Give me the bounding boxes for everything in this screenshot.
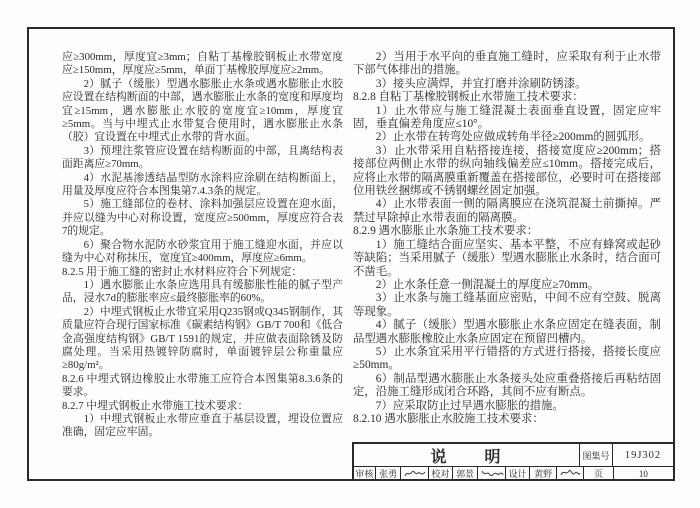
paragraph: 1）止水带应与施工缝混凝土表面垂直设置，固定应牢固，垂直偏差角度应≤10°。 [353,104,661,131]
section-heading: 8.2.7 中埋式钢板止水带施工技术要求： [62,399,249,412]
section-heading: 8.2.10 遇水膨胀止水胶施工技术要求： [353,412,544,425]
paragraph: 7）应采取防止过早遇水膨胀的措施。 [375,399,564,412]
paragraph: 1）遇水膨胀止水条应选用具有缓膨胀性能的腻子型产品，浸水7d的膨胀率应≤最终膨胀率的60%。 [62,278,343,305]
sheet-title: 说 明 [354,444,580,466]
proofreader-label: 校对 [429,467,453,480]
paragraph: 2）当用于水平向的垂直施工缝时，应采取有利于止水带下部气体排出的措施。 [353,51,661,77]
paragraph: 6）制品型遇水膨胀止水条接头处应重叠搭接后再粘结固定，沿施工缝形成闭合环路，其间不应有断点。 [353,372,661,399]
paragraph: 5）止水条宜采用平行错搭的方式进行搭接，搭接长度应≥50mm。 [353,345,661,372]
signature-scribble-icon [480,468,504,479]
paragraph: 2）腻子（缓胀）型遇水膨胀止水条或遇水膨胀止水胶应设置在结构断面的中部，遇水膨胀止水条的宽度和厚度均宜≥15mm，遇水膨胀止水胶的宽度宜≥10mm，厚度宜≥5mm。当与中埋式止水带复合使用时，遇水膨胀止水条（胶）宜设置在中埋式止水带的背水面。 [62,77,343,144]
title-block [352,442,675,481]
paragraph: 4）止水带表面一侧的隔离膜应在浇筑混凝土前撕掉。严禁过早除掉止水带表面的隔离膜。 [353,198,661,224]
text-column-right [353,51,661,426]
designer-name: 黄野 [530,467,558,480]
paragraph: 4）腻子（缓胀）型遇水膨胀止水条应固定在缝表面，制品型遇水膨胀橡胶止水条应固定在预留凹槽内。 [353,319,661,345]
signature-scribble-icon [403,468,427,479]
proofreader-name: 郭景 [453,467,479,480]
section-heading: 8.2.6 中埋式钢边橡胶止水带施工应符合本图集第8.3.6条的要求。 [62,372,343,399]
reviewer-signature [401,467,429,480]
paragraph: 1）中埋式钢板止水带应垂直于基层设置，埋设位置应准确，固定应牢固。 [62,412,343,439]
text-column-left [62,51,343,440]
signature-scribble-icon [559,468,582,479]
atlas-number-label: 图集号 [580,444,613,466]
designer-signature [557,467,584,480]
paragraph: 2）中埋式钢板止水带宜采用Q235钢或Q345钢制作，其质量应符合现行国家标准《碳素结构钢》GB/T 700和《低合金高强度结构钢》GB/T 1591的规定，并应做表面除锈及防腐处理。当采用热镀锌防腐时，单面镀锌层公称重量应≥80g/m²。 [62,305,343,372]
paragraph: 2）止水条任意一侧混凝土的厚度应≥70mm。 [375,278,600,291]
section-heading: 8.2.9 遇水膨胀止水条施工技术要求： [353,225,539,238]
paragraph: 5）施工缝部位的卷材、涂料加强层应设置在迎水面，并应以缝为中心对称设置，宽度应≥500mm，厚度应符合表7的规定。 [62,198,343,238]
paragraph: 6）聚合物水泥防水砂浆宜用于施工缝迎水面，并应以缝为中心对称抹压，宽度宜≥400mm，厚度应≥6mm。 [62,238,343,265]
paragraph: 3）止水条与施工缝基面应密贴，中间不应有空鼓、脱离等现象。 [353,292,661,318]
page-number-label: 页 [584,467,614,480]
paragraph: 3）止水带采用自粘搭接连接，搭接宽度应≥200mm；搭接部位两侧止水带的纵向轴线偏差应≤10mm。搭接完成后，应将止水带的隔离膜重新覆盖在搭接部位，必要时可在搭接部位用铁丝捆绑或不锈钢螺丝固定加强。 [353,144,661,198]
designer-label: 设计 [506,467,530,480]
page-number-value: 10 [638,468,648,479]
atlas-number-value: 19J302 [624,449,662,461]
paragraph: 4）水泥基渗透结晶型防水涂料应涂刷在结构断面上，用量及厚度应符合本图集第7.4.3条的规定。 [62,171,343,198]
section-heading: 8.2.5 用于施工缝的密封止水材料应符合下列规定： [62,265,303,278]
reviewer-name: 张勇 [376,467,402,480]
paragraph: 应≥300mm，厚度宜≥3mm；自粘丁基橡胶钢板止水带宽度应≥150mm，厚度应≥5mm，单面丁基橡胶厚度应≥2mm。 [62,51,343,77]
paragraph: 3）接头应满焊，并宜打磨并涂刷防锈漆。 [375,77,587,90]
paragraph: 3）预埋注浆管应设置在结构断面的中部，且离结构表面距离应≥70mm。 [62,144,343,171]
proofreader-signature [478,467,506,480]
title-block-row-bottom [354,467,673,480]
paragraph: 1）施工缝结合面应坚实、基本平整，不应有蜂窝或起砂等缺陷；当采用腻子（缓胀）型遇水膨胀止水条时，结合面可不凿毛。 [353,238,661,278]
reviewer-label: 审核 [354,467,376,480]
paragraph: 2）止水带在转弯处应做成转角半径≥200mm的圆弧形。 [375,131,651,144]
title-block-row-top [354,444,673,467]
section-heading: 8.2.8 自粘丁基橡胶钢板止水带施工技术要求： [353,91,584,104]
